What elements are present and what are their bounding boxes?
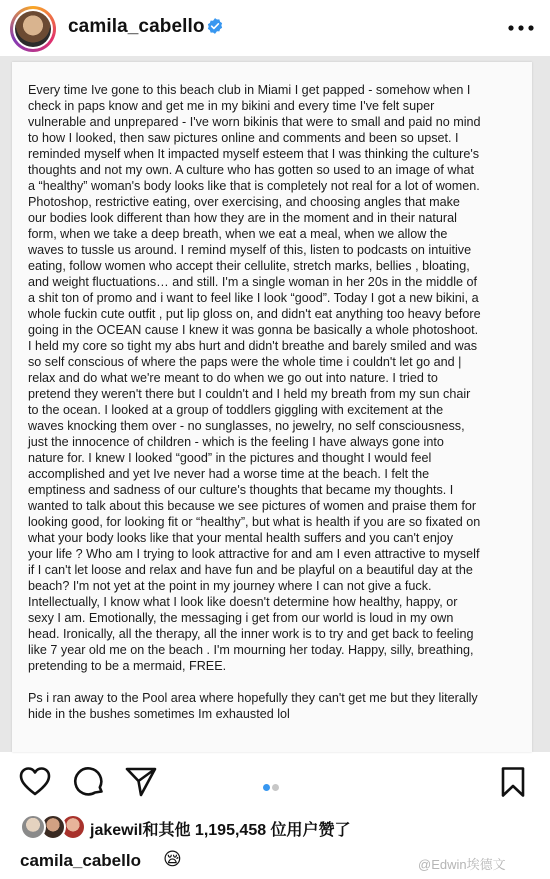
carousel-indicator <box>263 778 281 796</box>
liker-avatar[interactable] <box>20 814 46 840</box>
avatar[interactable] <box>13 9 53 49</box>
sleepy-face-icon: 😪 <box>163 849 182 869</box>
bookmark-icon[interactable] <box>496 765 530 799</box>
likes-count-text[interactable]: 和其他 1,195,458 位用户赞了 <box>142 822 351 839</box>
share-icon[interactable] <box>124 765 158 799</box>
comment-icon[interactable] <box>72 765 106 799</box>
more-options-icon[interactable] <box>506 16 536 40</box>
post-image[interactable] <box>0 56 550 752</box>
notes-page <box>12 62 532 752</box>
note-text <box>28 82 524 738</box>
likes-row[interactable] <box>0 812 550 844</box>
note-paragraph-1: Every time Ive gone to this beach club in Miami I get papped - somehow when I check in paps know and get me in my bikini and every time I've felt super vulnerable and unprepared - I've worn bikinis that were to small and paid no mind to how I looked, then saw pictures online and comments and been so upset. I reminded myself when It impacted myself esteem that I was thinking the culture's thoughts and not my own. A culture who has gotten so used to an image of what a “healthy” woman's body looks like that is completely not real for a lot of women. Photoshop, restrictive eating, over exercising, and choosing angles that make our bodies look different than how they are in the moment and in their natural form, when we take a deep breath, when we eat a meal, when we allow the waves to tussle us around. I remind myself of this, listen to podcasts on intuitive eating, follow women who accept their cellulite, stretch marks, bellies , bloating, and weight fluctuations… and still. I'm a single woman in her 20s in the middle of a shit ton of promo and i want to feel like I look “good”. Today I got a new bikini, a whole fuckin cute outfit , put lip gloss on, and didn't eat anything too heavy before going in the OCEAN cause I knew it was gonna be basically a whole photoshoot. I held my core so tight my abs hurt and didn't breathe and barely smiled and was so self conscious of where the paps were the whole time i couldn't let go and | relax and do what we're meant to do when we go out into nature. I tried to pretend they weren't there but I couldn't and I held my breath from my sun chair to the ocean. I looked at a group of toddlers giggling with excitement at the waves knocking them over - no sunglasses, no jewelry, no self consciousness, just the innocence of children - which is the feeling I have always gone into nature for. I knew I looked “good” in the pictures and thought I would feel accomplished and yet Ive never had a worse time at the beach. I felt the emptiness and sadness of our culture's thoughts that became my thoughts. I wanted to talk about this because we see pictures of women and praise them for looking good, for looking fit or “healthy”, but what is health if you are so fixated on what your body looks like that your mental health suffers and you can't enjoy your life ? Who am I trying to look attractive for and am I even attractive to myself if I can't let loose and relax and have fun and be playful on a beautiful day at the beach? I'm not yet at the point in my journey where I can not give a fuck. Intellectually, I know what I look like doesn't determine how healthy, happy, or sexy I am. Emotionally, the messaging i get from our world is loud in my own head. Ironically, all the therapy, all the inner work is to try and get back to feeling like 7 year old me on the beach . I'm mourning her today. Happy, silly, breathing, pretending to be a mermaid, FREE. <box>28 83 481 673</box>
story-ring[interactable] <box>10 6 56 52</box>
carousel-dot <box>272 784 279 791</box>
likes-summary <box>90 817 351 840</box>
verified-badge-icon <box>206 17 224 35</box>
watermark: @Edwin埃德文 <box>418 857 506 872</box>
post-header <box>0 0 550 56</box>
liker-username[interactable]: jakewil <box>90 822 143 839</box>
action-bar <box>0 752 550 812</box>
note-paragraph-2: Ps i ran away to the Pool area where hopefully they can't get me but they literally hide in the bushes sometimes Im exhausted lol <box>28 691 478 721</box>
caption-username[interactable]: camila_cabello <box>20 851 141 870</box>
carousel-dot-active <box>263 784 270 791</box>
heart-icon[interactable] <box>18 765 52 799</box>
caption-row <box>0 846 550 879</box>
username[interactable]: camila_cabello <box>68 16 205 37</box>
